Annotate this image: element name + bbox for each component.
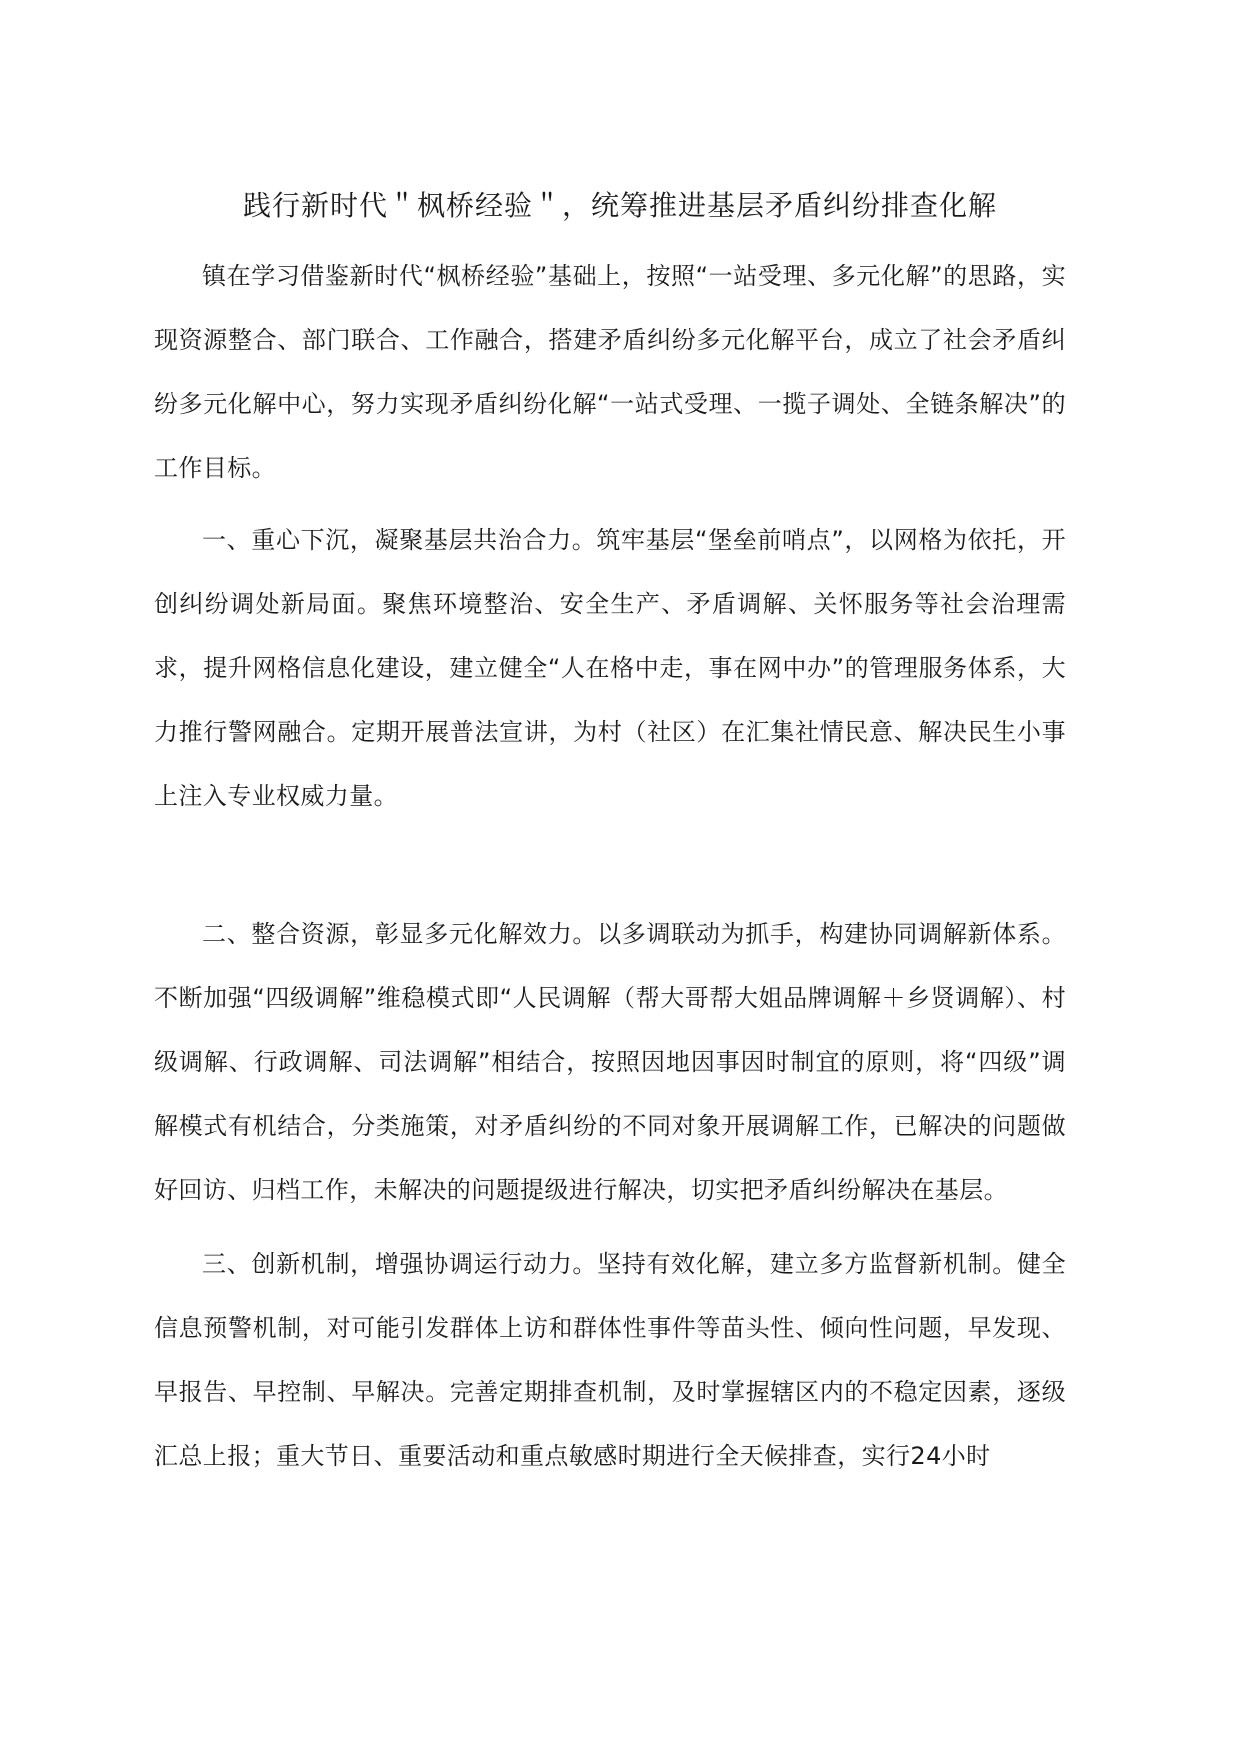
section-one-paragraph: 一、重心下沉，凝聚基层共治合力。筑牢基层“堡垒前哨点”，以网格为依托，开创纠纷调处新局面。聚焦环境整治、安全生产、矛盾调解、关怀服务等社会治理需求，提升网格信息化建设，建立健全“人在格中走，事在网中办”的管理服务体系，大力推行警网融合。定期开展普法宣讲，为村（社区）在汇集社情民意、解决民生小事上注入专业权威力量。 xyxy=(154,526,1066,810)
intro-paragraph: 镇在学习借鉴新时代“枫桥经验”基础上，按照“一站受理、多元化解”的思路，实现资源整合、部门联合、工作融合，搭建矛盾纠纷多元化解平台，成立了社会矛盾纠纷多元化解中心，努力实现矛盾纠纷化解“一站式受理、一揽子调处、全链条解决”的工作目标。 xyxy=(154,262,1066,482)
section-three-paragraph: 三、创新机制，增强协调运行动力。坚持有效化解，建立多方监督新机制。健全信息预警机制，对可能引发群体上访和群体性事件等苗头性、倾向性问题，早发现、早报告、早控制、早解决。完善定期排查机制，及时掌握辖区内的不稳定因素，逐级汇总上报；重大节日、重要活动和重点敏感时期进行全天候排查，实行24小时 xyxy=(154,1250,1066,1470)
section-two-paragraph: 二、整合资源，彰显多元化解效力。以多调联动为抓手，构建协同调解新体系。不断加强“四级调解”维稳模式即“人民调解（帮大哥帮大姐品牌调解＋乡贤调解）、村级调解、行政调解、司法调解”相结合，按照因地因事因时制宜的原则，将“四级”调解模式有机结合，分类施策，对矛盾纠纷的不同对象开展调解工作，已解决的问题做好回访、归档工作，未解决的问题提级进行解决，切实把矛盾纠纷解决在基层。 xyxy=(154,920,1066,1204)
document-title: 践行新时代＂枫桥经验＂，统筹推进基层矛盾纠纷排查化解 xyxy=(242,189,997,222)
